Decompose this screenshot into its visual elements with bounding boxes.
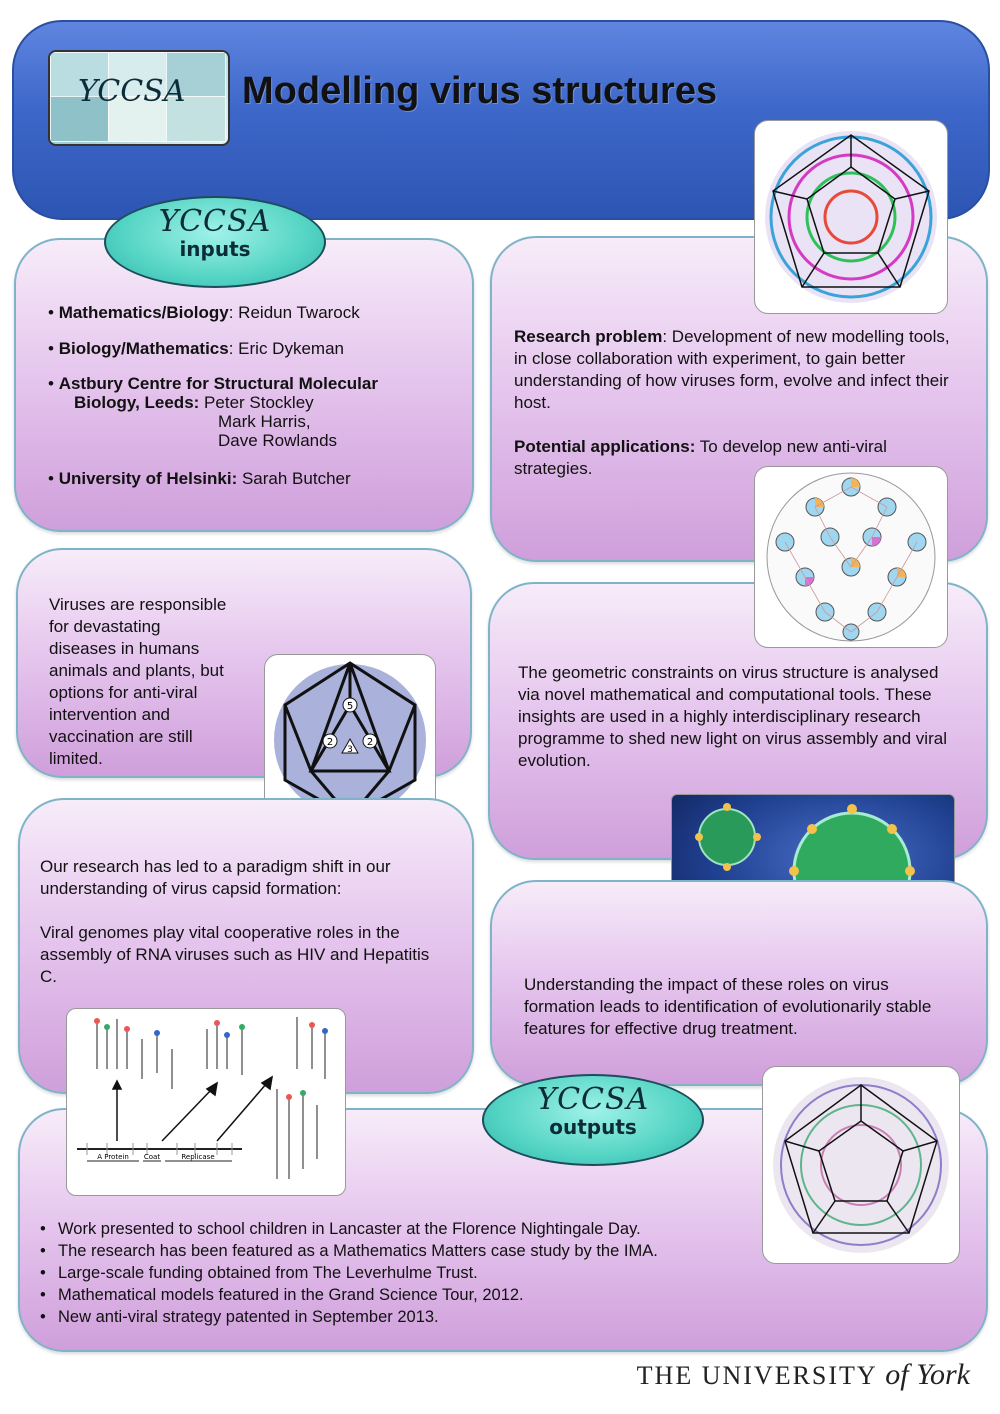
input-person: Dave Rowlands bbox=[218, 431, 338, 450]
capsid-model-icon bbox=[755, 121, 947, 313]
genome-label-coat: Coat bbox=[143, 1153, 161, 1161]
geometry-text: The geometric constraints on virus structure is analysed via novel mathematical and computational tools. These insights are used in a highly interdisciplinary research programme to shed new light on virus assembly and viral evolution. bbox=[518, 663, 947, 770]
input-person: : Reidun Twarock bbox=[228, 303, 360, 322]
rna-structure-icon bbox=[67, 1009, 345, 1195]
inputs-badge bbox=[104, 196, 326, 288]
outputs-list bbox=[40, 1218, 760, 1328]
input-person: Mark Harris, bbox=[218, 412, 311, 431]
outputs-badge bbox=[482, 1074, 704, 1166]
input-item: • Biology/Mathematics: Eric Dykeman bbox=[48, 339, 344, 358]
input-item: • University of Helsinki: Sarah Butcher bbox=[48, 469, 351, 488]
axis-label-3: 3 bbox=[347, 745, 353, 755]
yccsa-logo-image bbox=[48, 50, 230, 146]
paradigm-text-2: Viral genomes play vital cooperative roles in the assembly of RNA viruses such as HIV and Hepatitis C. bbox=[40, 923, 430, 986]
applications-label: Potential applications: bbox=[514, 437, 696, 456]
axis-label-2a: 2 bbox=[326, 737, 334, 748]
output-item: • New anti-viral strategy patented in September 2013. bbox=[40, 1306, 760, 1328]
university-name: THE UNIVERSITY bbox=[636, 1361, 877, 1390]
input-affiliation: Biology/Mathematics bbox=[58, 339, 229, 358]
virus-capsid-image-top bbox=[754, 120, 948, 314]
output-item: • Large-scale funding obtained from The Leverhulme Trust. bbox=[40, 1262, 760, 1284]
input-affiliation: University of Helsinki: bbox=[58, 469, 238, 488]
understanding-text: Understanding the impact of these roles on virus formation leads to identification of evolutionarily stable features for effective drug treatment. bbox=[524, 975, 932, 1038]
output-item: • The research has been featured as a Mathematics Matters case study by the IMA. bbox=[40, 1240, 760, 1262]
page-title: Modelling virus structures bbox=[242, 70, 718, 112]
university-of-york-logo bbox=[637, 1358, 970, 1392]
tiling-sphere-image bbox=[754, 466, 948, 648]
input-person: Peter Stockley bbox=[204, 393, 314, 412]
genome-label-a-protein: A Protein bbox=[97, 1153, 129, 1161]
badge-label: outputs bbox=[549, 1115, 637, 1139]
virus-capsid-image-bottom bbox=[762, 1066, 960, 1264]
research-problem-label: Research problem bbox=[514, 327, 663, 346]
viruses-text: Viruses are responsible for devastating diseases in humans animals and plants, but options for anti-viral intervention and vaccination are still limited. bbox=[49, 595, 227, 768]
output-item: • Mathematical models featured in the Grand Science Tour, 2012. bbox=[40, 1284, 760, 1306]
logo-text: YCCSA bbox=[78, 74, 186, 109]
research-text bbox=[514, 326, 960, 480]
input-item: • Astbury Centre for Structural Molecular Biology, Leeds: Peter Stockley Mark Harris, Dave Rowlands bbox=[48, 374, 378, 450]
capsid-model-icon bbox=[763, 1067, 959, 1263]
inputs-list bbox=[48, 302, 458, 504]
input-person: Sarah Butcher bbox=[237, 469, 351, 488]
input-affiliation-cont: Biology, Leeds: bbox=[74, 393, 200, 412]
university-york: of York bbox=[885, 1358, 970, 1391]
input-affiliation: Mathematics/Biology bbox=[58, 303, 229, 322]
genome-label-replicase: Replicase bbox=[181, 1153, 215, 1161]
input-item: • Mathematics/Biology: Reidun Twarock bbox=[48, 303, 360, 322]
output-item: • Work presented to school children in Lancaster at the Florence Nightingale Day. bbox=[40, 1218, 760, 1240]
axis-label-2b: 2 bbox=[366, 737, 374, 748]
badge-label: inputs bbox=[179, 237, 251, 261]
outputs-list-container bbox=[40, 1218, 760, 1328]
rna-genome-diagram bbox=[66, 1008, 346, 1196]
research-problem-text: : Development of new modelling tools, in close collaboration with experiment, to gain better understanding of how viruses form, evolve and infect their host. bbox=[514, 327, 950, 412]
paradigm-text-1: Our research has led to a paradigm shift in our understanding of virus capsid formation: bbox=[40, 857, 391, 898]
badge-logo-text: YCCSA bbox=[158, 204, 272, 239]
input-person: : Eric Dykeman bbox=[228, 339, 344, 358]
applications-text: To develop new anti-viral strategies. bbox=[514, 437, 887, 478]
tiling-sphere-icon bbox=[755, 467, 947, 647]
input-affiliation: Astbury Centre for Structural Molecular bbox=[58, 374, 378, 393]
axis-label-5: 5 bbox=[346, 701, 354, 712]
paradigm-text bbox=[40, 856, 450, 988]
badge-logo-text: YCCSA bbox=[536, 1082, 650, 1117]
